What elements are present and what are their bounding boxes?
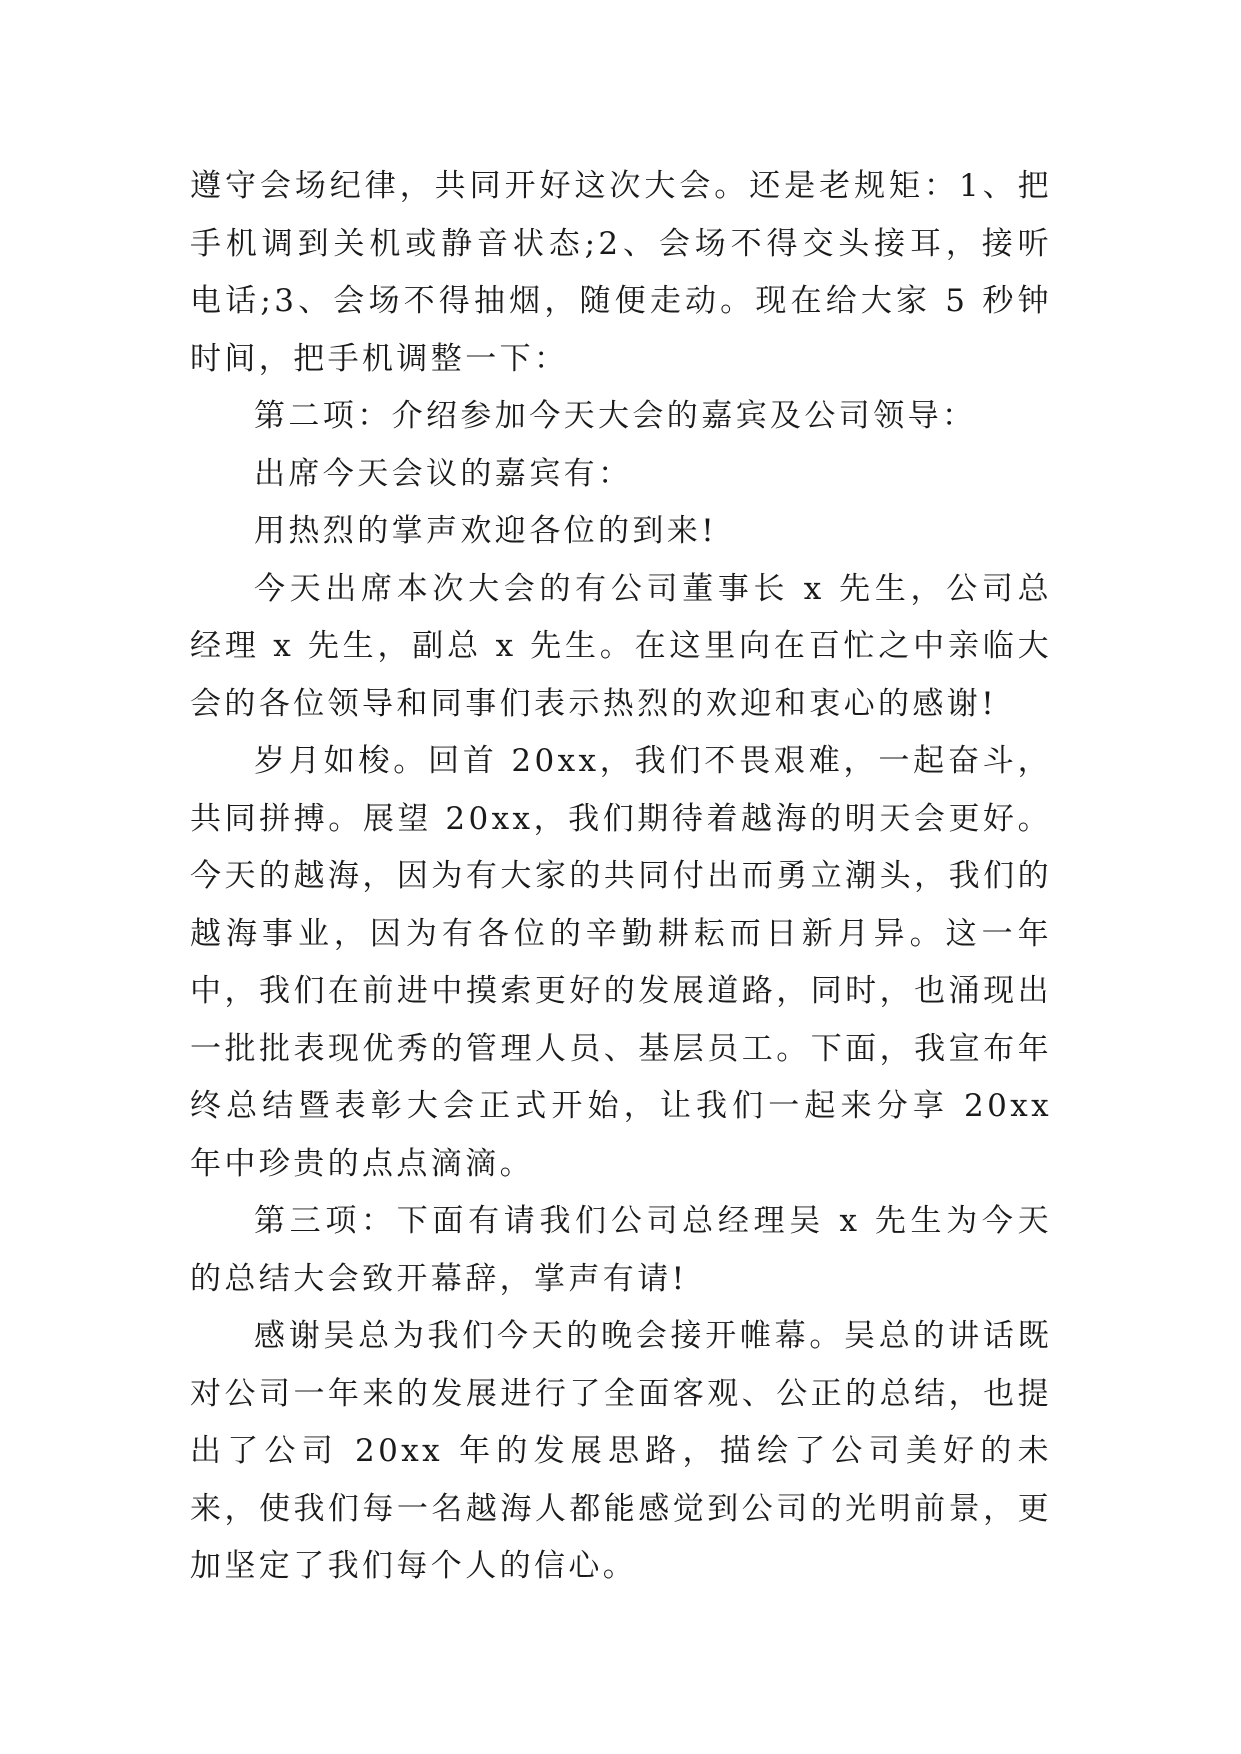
paragraph-continuation: 遵守会场纪律，共同开好这次大会。还是老规矩：1、把手机调到关机或静音状态;2、会场不得交头接耳，接听电话;3、会场不得抽烟，随便走动。现在给大家 5 秒钟时间，把手机调整一下： <box>190 168 1052 377</box>
paragraph-leaders: 今天出席本次大会的有公司董事长 x 先生，公司总经理 x 先生，副总 x 先生。在这里向在百忙之中亲临大会的各位领导和同事们表示热烈的欢迎和衷心的感谢! <box>190 570 1052 722</box>
paragraph-item-three: 第三项：下面有请我们公司总经理吴 x 先生为今天的总结大会致开幕辞，掌声有请! <box>190 1203 1052 1297</box>
document-body <box>190 158 1052 1596</box>
paragraph-item-two: 第二项：介绍参加今天大会的嘉宾及公司领导： <box>254 398 977 434</box>
paragraph-guests-intro: 出席今天会议的嘉宾有： <box>254 455 633 492</box>
paragraph-thanks: 感谢吴总为我们今天的晚会接开帷幕。吴总的讲话既对公司一年来的发展进行了全面客观、公正的总结，也提出了公司 20xx 年的发展思路，描绘了公司美好的未来，使我们每一名越海人都能感觉到公司的光明前景，更加坚定了我们每个人的信心。 <box>190 1318 1052 1584</box>
paragraph-applause: 用热烈的掌声欢迎各位的到来! <box>254 513 718 549</box>
paragraph-review: 岁月如梭。回首 20xx，我们不畏艰难，一起奋斗，共同拼搏。展望 20xx，我们期待着越海的明天会更好。今天的越海，因为有大家的共同付出而勇立潮头，我们的越海事业，因为有各位的辛勤耕耘而日新月异。这一年中，我们在前进中摸索更好的发展道路，同时，也涌现出一批批表现优秀的管理人员、基层员工。下面，我宣布年终总结暨表彰大会正式开始，让我们一起来分享 20xx 年中珍贵的点点滴滴。 <box>190 743 1052 1182</box>
